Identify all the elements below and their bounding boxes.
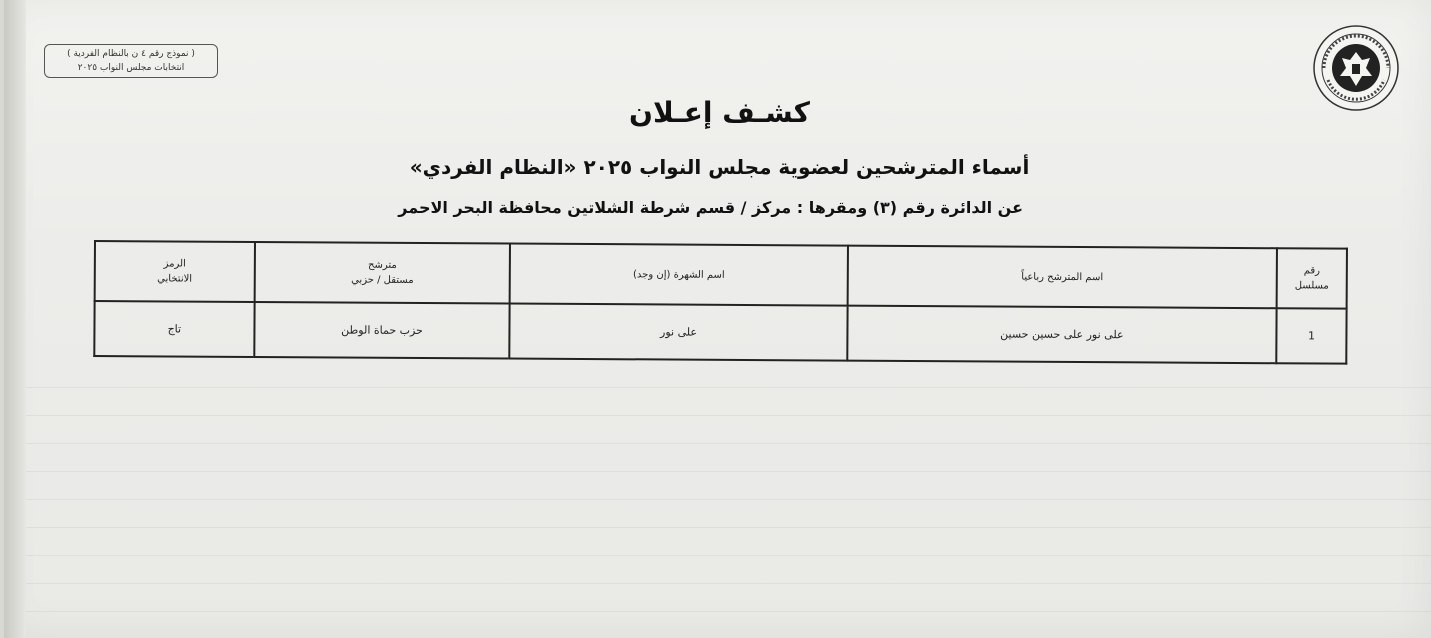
header-serial-line1: رقم [1303, 265, 1321, 277]
document-subtitle: أسماء المترشحين لعضوية مجلس النواب ٢٠٢٥ «النظام الفردي» [409, 155, 1030, 179]
header-serial [1277, 248, 1347, 308]
form-number-label [44, 44, 218, 78]
cell-candidate-type: حزب حماة الوطن [254, 302, 510, 359]
header-serial-line2: مسلسل [1294, 280, 1329, 292]
header-candidate-type [254, 242, 510, 304]
cell-candidate-name: على نور على حسين حسين [847, 306, 1277, 364]
cell-serial: 1 [1276, 308, 1346, 363]
ruled-background [4, 360, 1431, 638]
document-title: كشـف إعـلان [629, 96, 810, 129]
header-nickname: اسم الشهرة (إن وجد) [510, 244, 848, 306]
district-line: عن الدائرة رقم (٣) ومقرها : مركز / قسم شرطة الشلاتين محافظة البحر الاحمر [398, 198, 1023, 217]
header-symbol-line1: الرمز [163, 258, 186, 270]
cell-nickname: على نور [510, 304, 848, 361]
table-row [94, 301, 1346, 364]
header-electoral-symbol [95, 241, 255, 302]
cell-electoral-symbol: تاج [94, 301, 254, 357]
header-candidate-name: اسم المترشح رباعياً [847, 246, 1277, 309]
table-header-row [95, 241, 1347, 309]
document-sheet [4, 0, 1431, 638]
form-number-line1: ( نموذج رقم ٤ ن بالنظام الفردية ) [67, 49, 195, 59]
candidates-table [93, 240, 1348, 365]
header-type-line1: مترشح [368, 259, 397, 271]
form-number-line2: انتخابات مجلس النواب ٢٠٢٥ [77, 63, 185, 73]
header-symbol-line2: الانتخابي [157, 273, 193, 285]
header-type-line2: مستقل / حزبي [351, 274, 414, 286]
